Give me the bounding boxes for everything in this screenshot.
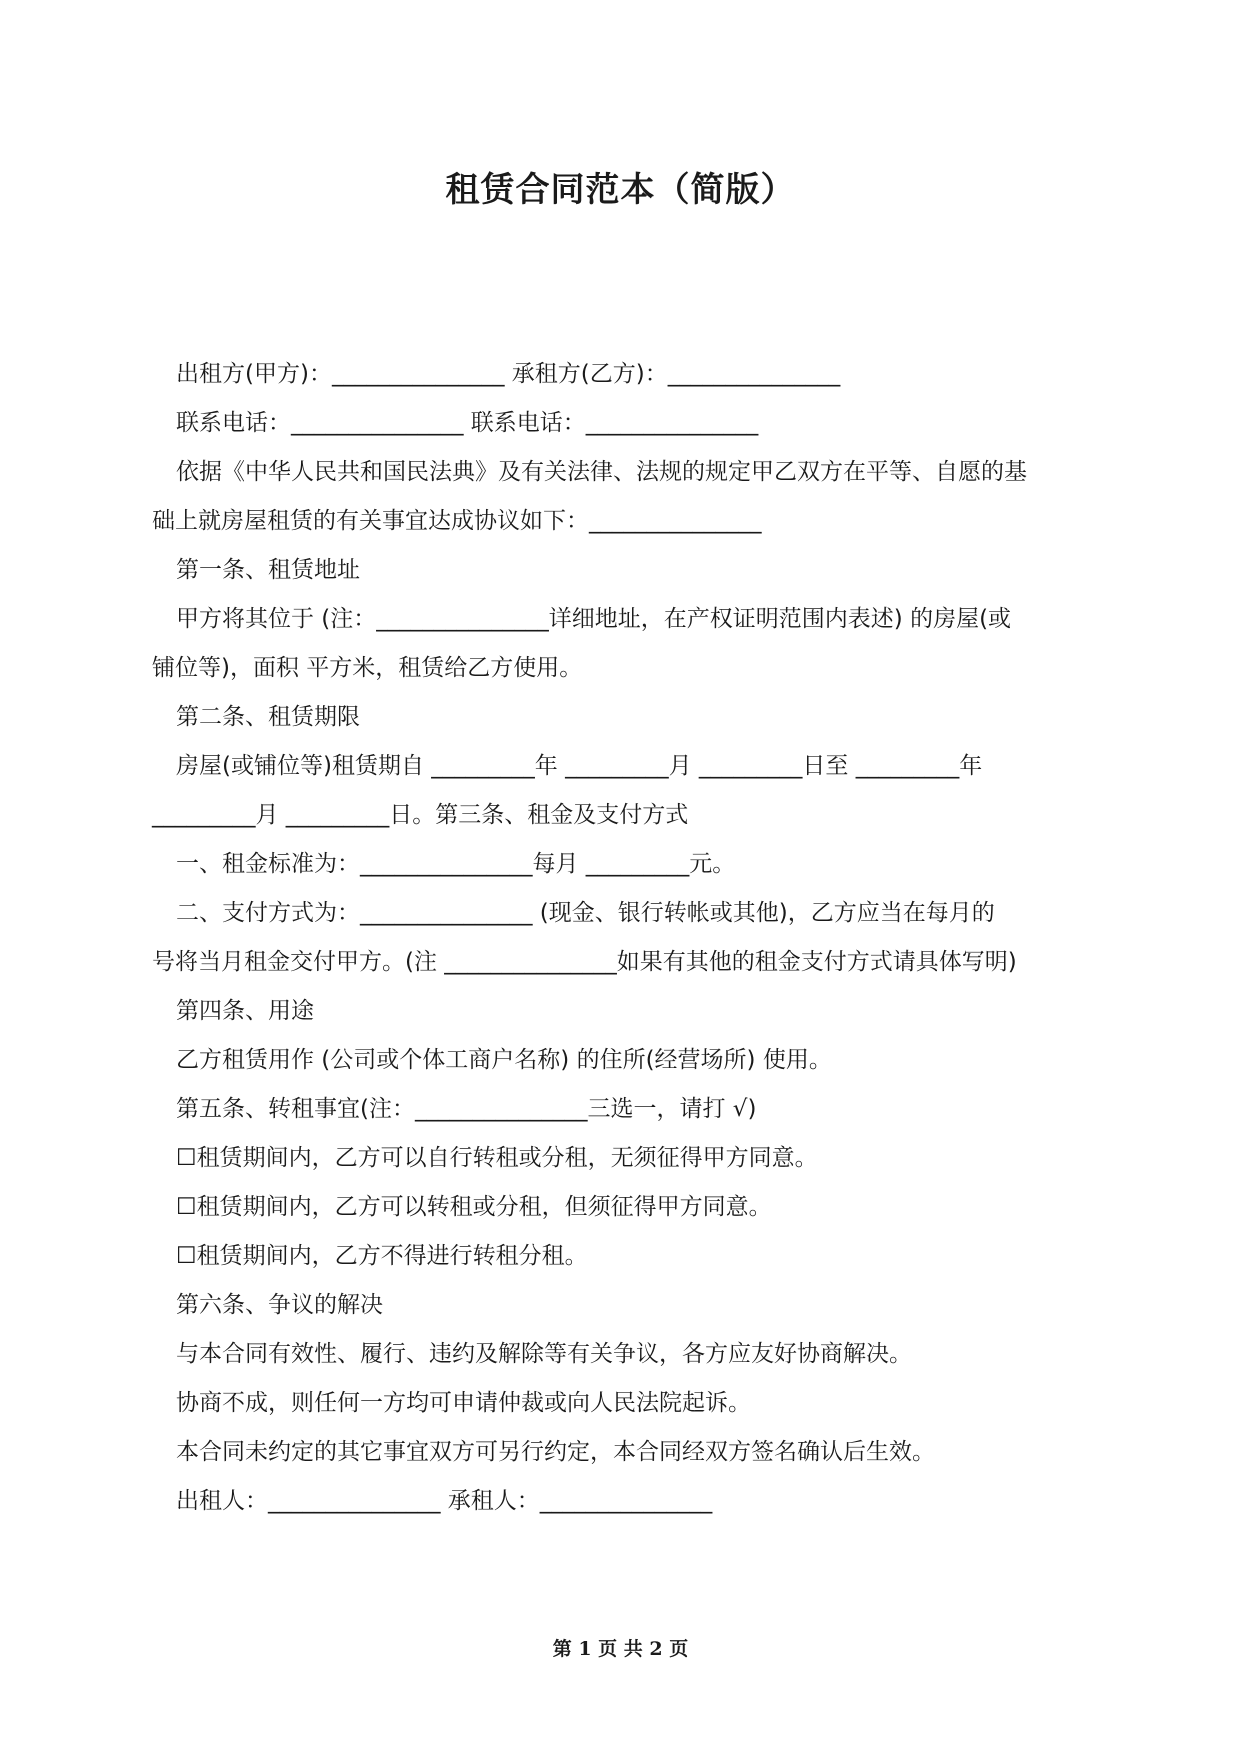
- document-body: [152, 350, 1092, 1526]
- article-4-text: 乙方租赁用作 (公司或个体工商户名称) 的住所(经营场所) 使用。: [176, 1047, 832, 1073]
- sublease-option-3: ☐租赁期间内，乙方不得进行转租分租。: [176, 1243, 588, 1269]
- party-line: 出租方(甲方)：_______________ 承租方(乙方)：_______________: [176, 361, 841, 387]
- article-6-heading: 第六条、争议的解决: [176, 1292, 383, 1318]
- payment-method-line-1: 二、支付方式为：_______________ (现金、银行转帐或其他)，乙方应当在每月的: [176, 900, 995, 926]
- phone-line: 联系电话：_______________ 联系电话：_______________: [176, 410, 759, 436]
- article-2-heading: 第二条、租赁期限: [176, 704, 360, 730]
- article-1-heading: 第一条、租赁地址: [176, 557, 360, 583]
- preamble-line-2: 础上就房屋租赁的有关事宜达成协议如下：_______________: [152, 508, 762, 534]
- rent-standard-line: 一、租金标准为：_______________每月 _________元。: [176, 851, 736, 877]
- payment-method-line-2: 号将当月租金交付甲方。(注 _______________如果有其他的租金支付方式请具体写明): [152, 949, 1017, 975]
- dispute-text-2: 协商不成，则任何一方均可申请仲裁或向人民法院起诉。: [176, 1390, 751, 1416]
- dispute-text-1: 与本合同有效性、履行、违约及解除等有关争议，各方应友好协商解决。: [176, 1341, 912, 1367]
- article-4-heading: 第四条、用途: [176, 998, 314, 1024]
- article-2-text-1: 房屋(或铺位等)租赁期自 _________年 _________月 _________日至 _________年: [176, 753, 983, 779]
- article-2-text-2: _________月 _________日。第三条、租金及支付方式: [152, 802, 689, 828]
- sublease-option-1: ☐租赁期间内，乙方可以自行转租或分租，无须征得甲方同意。: [176, 1145, 818, 1171]
- page-number: 第 1 页 共 2 页: [552, 1638, 689, 1660]
- article-1-text-2: 铺位等)，面积 平方米，租赁给乙方使用。: [152, 655, 583, 681]
- document-title: 租赁合同范本（简版）: [445, 170, 796, 210]
- article-5-heading: 第五条、转租事宜(注：_______________三选一，请打 √): [176, 1096, 757, 1122]
- sublease-option-2: ☐租赁期间内，乙方可以转租或分租，但须征得甲方同意。: [176, 1194, 772, 1220]
- article-1-text-1: 甲方将其位于 (注：_______________详细地址，在产权证明范围内表述) 的房屋(或: [176, 606, 1012, 632]
- signature-line: 出租人：_______________ 承租人：_______________: [176, 1488, 713, 1514]
- other-matters-text: 本合同未约定的其它事宜双方可另行约定，本合同经双方签名确认后生效。: [176, 1439, 935, 1465]
- preamble-line-1: 依据《中华人民共和国民法典》及有关法律、法规的规定甲乙双方在平等、自愿的基: [176, 459, 1027, 485]
